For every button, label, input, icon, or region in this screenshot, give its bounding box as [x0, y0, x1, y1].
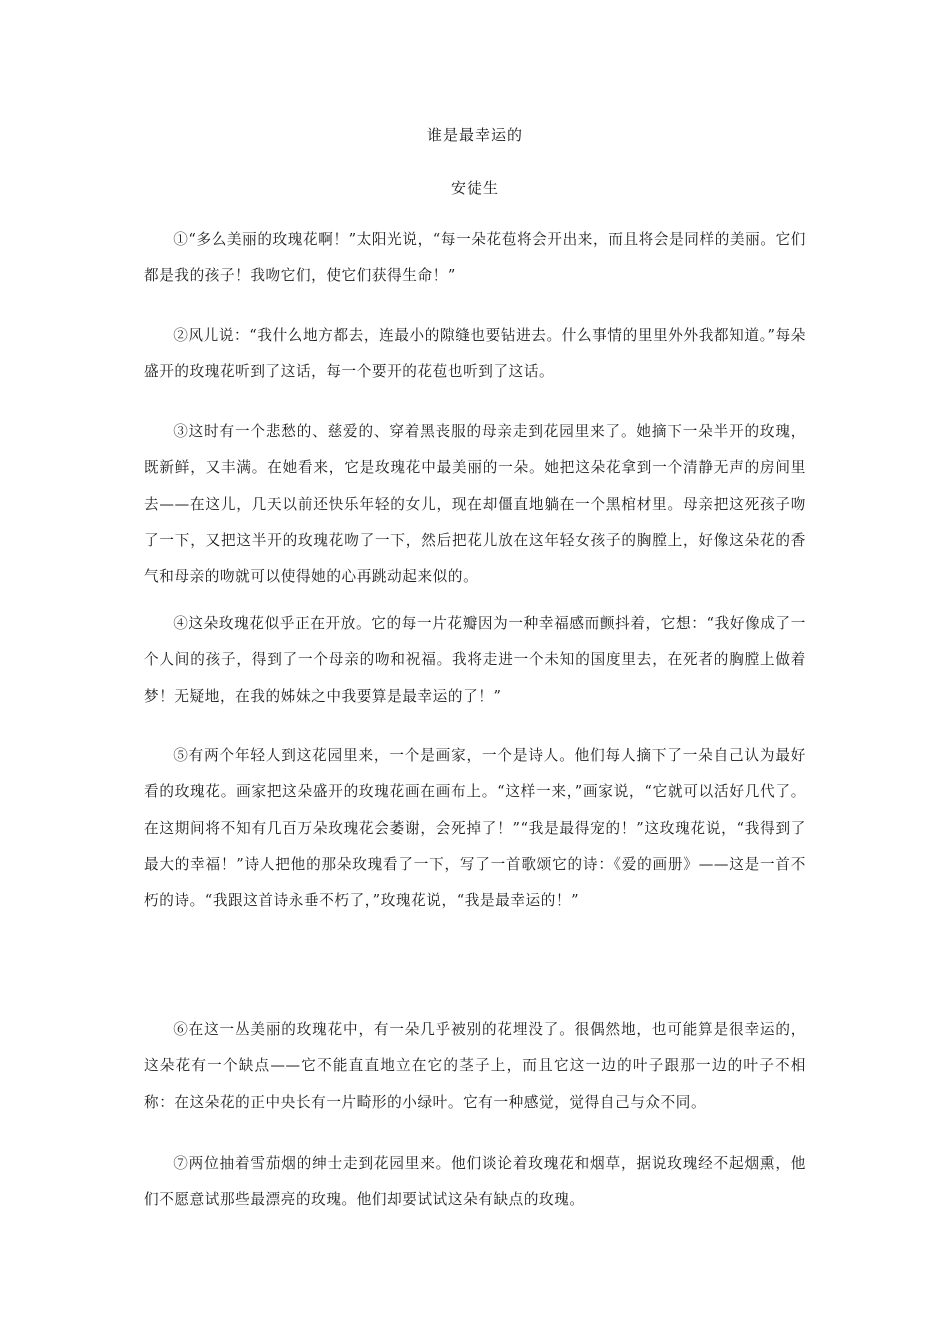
paragraph-7: ⑦两位抽着雪茄烟的绅士走到花园里来。他们谈论着玫瑰花和烟草，据说玫瑰经不起烟熏，他们不愿意试那些最漂亮的玫瑰。他们却要试试这朵有缺点的玫瑰。 [144, 1155, 806, 1209]
document-title: 谁是最幸运的 [426, 126, 523, 144]
paragraph-1: ①“多么美丽的玫瑰花啊！”太阳光说，“每一朵花苞将会开出来，而且将会是同样的美丽。它们都是我的孩子！我吻它们，使它们获得生命！” [144, 231, 806, 285]
paragraph-3: ③这时有一个悲愁的、慈爱的、穿着黑丧服的母亲走到花园里来了。她摘下一朵半开的玫瑰，既新鲜，又丰满。在她看来，它是玫瑰花中最美丽的一朵。她把这朵花拿到一个清静无声的房间里去——在这儿，几天以前还快乐年轻的女儿，现在却僵直地躺在一个黑棺材里。母亲把这死孩子吻了一下，又把这半开的玫瑰花吻了一下，然后把花儿放在这年轻女孩子的胸膛上，好像这朵花的香气和母亲的吻就可以使得她的心再跳动起来似的。 [144, 423, 806, 586]
document-author: 安徒生 [450, 179, 499, 197]
paragraph-6: ⑥在这一丛美丽的玫瑰花中，有一朵几乎被别的花埋没了。很偶然地，也可能算是很幸运的，这朵花有一个缺点——它不能直直地立在它的茎子上，而且它这一边的叶子跟那一边的叶子不相称：在这朵花的正中央长有一片畸形的小绿叶。它有一种感觉，觉得自己与众不同。 [144, 1021, 806, 1111]
paragraph-4: ④这朵玫瑰花似乎正在开放。它的每一片花瓣因为一种幸福感而颤抖着，它想：“我好像成了一个人间的孩子，得到了一个母亲的吻和祝福。我将走进一个未知的国度里去，在死者的胸膛上做着梦！无疑地，在我的姊妹之中我要算是最幸运的了！” [144, 615, 806, 705]
paragraph-5: ⑤有两个年轻人到这花园里来，一个是画家，一个是诗人。他们每人摘下了一朵自己认为最好看的玫瑰花。画家把这朵盛开的玫瑰花画在画布上。“这样一来，”画家说，“它就可以活好几代了。在这期间将不知有几百万朵玫瑰花会萎谢，会死掉了！”“我是最得宠的！”这玫瑰花说，“我得到了最大的幸福！”诗人把他的那朵玫瑰看了一下，写了一首歌颂它的诗：《爱的画册》——这是一首不朽的诗。“我跟这首诗永垂不朽了，”玫瑰花说，“我是最幸运的！” [144, 747, 806, 910]
paragraph-2: ②风儿说：“我什么地方都去，连最小的隙缝也要钻进去。什么事情的里里外外我都知道。”每朵盛开的玫瑰花听到了这话，每一个要开的花苞也听到了这话。 [144, 327, 806, 381]
